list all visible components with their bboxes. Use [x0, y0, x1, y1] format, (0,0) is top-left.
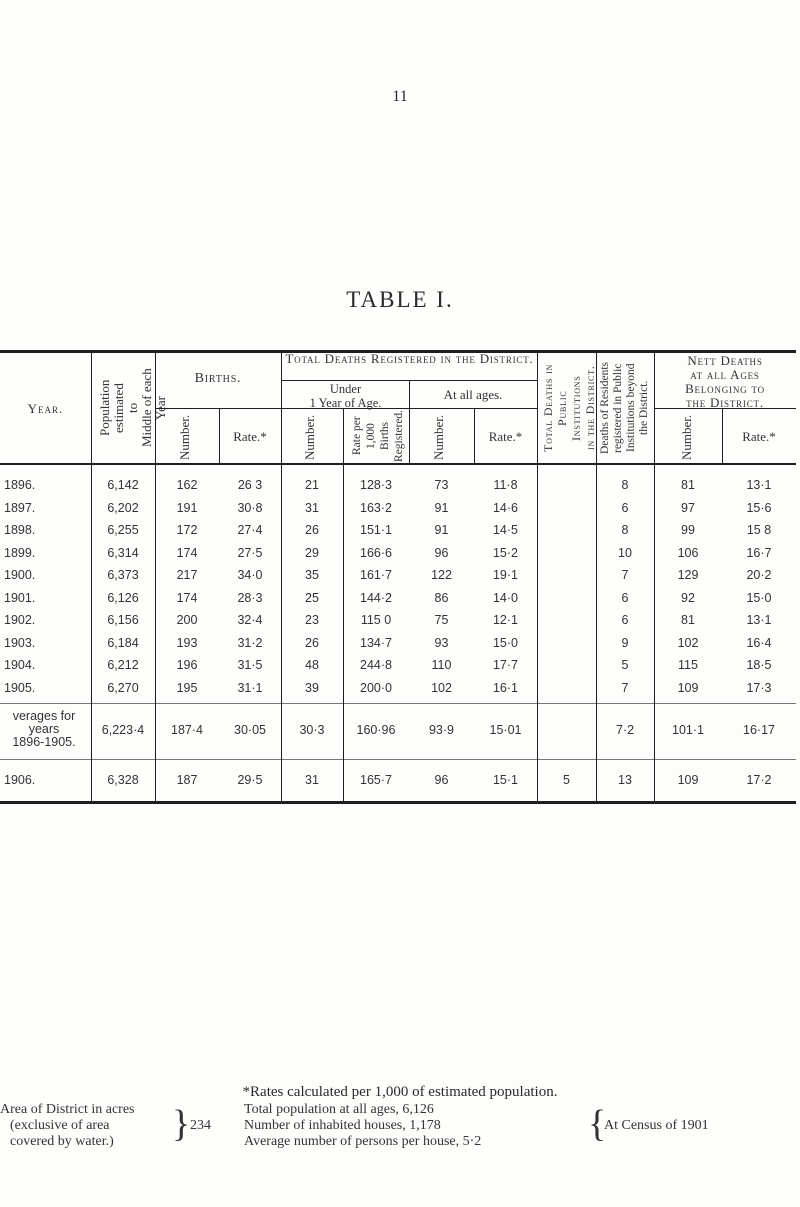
area-line-2: (exclusive of area	[10, 1118, 110, 1133]
header-all-ages: At all ages.	[443, 387, 503, 402]
row-year: 1905.	[4, 681, 36, 695]
cell-ro: 7	[621, 568, 629, 582]
cell-ar: 15·2	[492, 546, 519, 560]
cell-un: 48	[305, 658, 319, 672]
cell-pop: 6,126	[107, 591, 139, 605]
cell-br: 31·2	[237, 636, 263, 650]
cell-nr: 15 8	[746, 523, 772, 537]
cell-nr: 16·17	[743, 723, 775, 737]
cell-un: 26	[305, 636, 319, 650]
cell-an: 75	[434, 613, 449, 627]
cell-ro: 8	[621, 523, 629, 537]
cell-un: 29	[305, 546, 319, 560]
cell-ur: 244·8	[360, 658, 392, 672]
cell-pop: 6,142	[107, 478, 139, 492]
cell-br: 31·1	[237, 681, 263, 695]
cell-nn: 109	[677, 773, 699, 787]
cell-ur: 166·6	[360, 546, 392, 560]
header-births-rate: Rate.*	[233, 429, 267, 444]
cell-an: 91	[434, 523, 449, 537]
vrule-8	[537, 353, 538, 801]
cell-un: 31	[305, 501, 319, 515]
cell-ar: 14·6	[492, 501, 519, 515]
cell-ro: 6	[621, 591, 629, 605]
cell-nn: 102	[677, 636, 699, 650]
cell-ur: 115 0	[360, 613, 392, 627]
census-pop-line: Total population at all ages, 6,126	[244, 1102, 434, 1117]
cell-nn: 92	[681, 591, 695, 605]
cell-ro: 8	[621, 478, 629, 492]
cell-pop: 6,212	[107, 658, 139, 672]
cell-ur: 165·7	[360, 773, 392, 787]
header-under-rate: Rate per 1,000 Births Registered.	[351, 409, 405, 462]
cell-nn: 101·1	[672, 723, 704, 737]
header-nett-rate: Rate.*	[742, 429, 776, 444]
cell-ro: 7·2	[615, 723, 635, 737]
cell-bn: 187·4	[171, 723, 203, 737]
cell-an: 86	[434, 591, 449, 605]
census-avg-line: Average number of persons per house, 5·2	[244, 1134, 482, 1149]
row-year: verages for years 1896-1905.	[12, 709, 76, 749]
cell-ar: 11·8	[493, 478, 518, 492]
cell-bn: 162	[176, 478, 198, 492]
cell-ro: 6	[621, 501, 629, 515]
cell-nr: 16·4	[746, 636, 772, 650]
cell-pop: 6,223·4	[101, 723, 145, 737]
cell-bn: 187	[176, 773, 198, 787]
cell-nn: 106	[677, 546, 699, 560]
cell-pop: 6,156	[107, 613, 139, 627]
cell-an: 102	[431, 681, 452, 695]
cell-an: 73	[434, 478, 449, 492]
cell-ur: 134·7	[360, 636, 392, 650]
cell-un: 30·3	[299, 723, 325, 737]
cell-ur: 200·0	[360, 681, 392, 695]
cell-nn: 99	[681, 523, 695, 537]
cell-nr: 16·7	[746, 546, 772, 560]
cell-pop: 6,202	[107, 501, 139, 515]
cell-ar: 14·0	[492, 591, 519, 605]
header-under-one: Under 1 Year of Age.	[309, 382, 382, 410]
cell-br: 32·4	[237, 613, 263, 627]
area-line-1: Area of District in acres	[0, 1102, 135, 1117]
header-total-deaths: Total Deaths Registered in the District.	[285, 351, 534, 366]
row-year: 1902.	[4, 613, 36, 627]
cell-ar: 15·01	[489, 723, 522, 737]
cell-nr: 13·1	[746, 613, 772, 627]
cell-an: 96	[434, 546, 449, 560]
cell-nn: 129	[677, 568, 699, 582]
row-year: 1900.	[4, 568, 36, 582]
row-year: 1896.	[4, 478, 36, 492]
cell-un: 23	[305, 613, 319, 627]
cell-ro: 10	[618, 546, 632, 560]
cell-ar: 16·1	[492, 681, 519, 695]
cell-ar: 17·7	[492, 658, 519, 672]
cell-ur: 144·2	[360, 591, 392, 605]
header-births-number: Number.	[177, 414, 192, 460]
header-births: Births.	[194, 371, 242, 386]
cell-pop: 6,328	[107, 773, 139, 787]
rule-avg-top	[0, 703, 796, 704]
cell-ro: 6	[621, 613, 629, 627]
cell-br: 27·4	[237, 523, 263, 537]
cell-an: 122	[431, 568, 452, 582]
header-public-institutions: Total Deaths in Public Institutions in the District.	[541, 364, 597, 453]
cell-ro: 9	[621, 636, 629, 650]
rule-bottom	[0, 801, 796, 804]
cell-bn: 174	[176, 591, 198, 605]
cell-bn: 191	[176, 501, 198, 515]
cell-bn: 196	[176, 658, 198, 672]
cell-bn: 200	[176, 613, 198, 627]
cell-un: 35	[305, 568, 319, 582]
cell-br: 29·5	[237, 773, 263, 787]
header-population: Population estimated to Middle of each Year	[97, 368, 168, 448]
row-year: 1903.	[4, 636, 36, 650]
row-year: 1898.	[4, 523, 36, 537]
row-year: 1901.	[4, 591, 36, 605]
cell-ar: 15·0	[492, 636, 519, 650]
cell-bn: 172	[176, 523, 198, 537]
cell-nr: 17·2	[746, 773, 772, 787]
header-all-number: Number.	[431, 414, 446, 460]
cell-an: 93	[434, 636, 449, 650]
cell-pi: 5	[563, 773, 570, 787]
cell-ro: 7	[621, 681, 629, 695]
cell-br: 31·5	[237, 658, 263, 672]
cell-bn: 174	[176, 546, 198, 560]
cell-nn: 81	[681, 613, 695, 627]
row-year: 1897.	[4, 501, 36, 515]
cell-un: 25	[305, 591, 319, 605]
cell-ur: 128·3	[360, 478, 392, 492]
cell-ar: 15·1	[492, 773, 519, 787]
cell-nn: 97	[681, 501, 695, 515]
header-under-number: Number.	[302, 414, 317, 460]
cell-an: 93·9	[428, 723, 455, 737]
census-info	[0, 1102, 800, 1162]
cell-nn: 81	[681, 478, 695, 492]
cell-br: 28·3	[237, 591, 263, 605]
cell-ar: 19·1	[492, 568, 519, 582]
area-value: 234	[190, 1118, 211, 1133]
cell-nn: 109	[677, 681, 699, 695]
header-residents-outside: Deaths of Residents registered in Public Institutions beyond the District.	[599, 362, 650, 454]
header-nett-deaths: Nett Deaths at all Ages Belonging to the District.	[685, 353, 765, 410]
cell-br: 27·5	[237, 546, 263, 560]
cell-nr: 13·1	[746, 478, 772, 492]
cell-un: 21	[305, 478, 319, 492]
cell-nr: 18·5	[746, 658, 772, 672]
cell-bn: 195	[176, 681, 198, 695]
area-line-3: covered by water.)	[10, 1134, 114, 1149]
table-title: TABLE I.	[346, 287, 454, 312]
cell-un: 39	[305, 681, 319, 695]
cell-pop: 6,314	[107, 546, 139, 560]
census-brace: {	[588, 1103, 607, 1145]
cell-ar: 12·1	[492, 613, 519, 627]
cell-br: 30·8	[237, 501, 263, 515]
cell-pop: 6,373	[107, 568, 139, 582]
cell-pop: 6,255	[107, 523, 139, 537]
cell-bn: 217	[176, 568, 198, 582]
cell-pop: 6,184	[107, 636, 139, 650]
cell-nr: 20·2	[746, 568, 772, 582]
cell-un: 31	[305, 773, 319, 787]
rule-header-bottom	[0, 463, 796, 465]
cell-ur: 161·7	[360, 568, 392, 582]
row-year: 1899.	[4, 546, 36, 560]
header-year: Year.	[27, 401, 64, 416]
cell-nr: 15·0	[746, 591, 772, 605]
header-nett-number: Number.	[679, 414, 694, 460]
cell-an: 91	[434, 501, 449, 515]
cell-an: 96	[434, 773, 449, 787]
census-label: At Census of 1901	[604, 1118, 709, 1133]
cell-bn: 193	[176, 636, 198, 650]
rule-avg-bottom	[0, 759, 796, 760]
cell-an: 110	[431, 658, 452, 672]
cell-un: 26	[305, 523, 319, 537]
cell-br: 30·05	[234, 723, 266, 737]
row-year: 1904.	[4, 658, 36, 672]
cell-nr: 17·3	[746, 681, 772, 695]
area-brace: }	[172, 1103, 191, 1145]
cell-ur: 163·2	[360, 501, 392, 515]
cell-ur: 160·96	[356, 723, 396, 737]
cell-ro: 5	[621, 658, 629, 672]
row-year: 1906.	[4, 773, 36, 787]
cell-ur: 151·1	[360, 523, 392, 537]
cell-pop: 6,270	[107, 681, 139, 695]
rule-births-sub	[155, 408, 281, 409]
cell-nr: 15·6	[746, 501, 772, 515]
page-number: 11	[392, 88, 408, 105]
cell-ar: 14·5	[492, 523, 519, 537]
cell-ro: 13	[618, 773, 632, 787]
census-houses-line: Number of inhabited houses, 1,178	[244, 1118, 441, 1133]
cell-br: 34·0	[237, 568, 263, 582]
header-all-rate: Rate.*	[488, 429, 523, 444]
cell-nn: 115	[678, 658, 698, 672]
cell-br: 26 3	[237, 478, 263, 492]
footnote: *Rates calculated per 1,000 of estimated population.	[242, 1084, 558, 1100]
